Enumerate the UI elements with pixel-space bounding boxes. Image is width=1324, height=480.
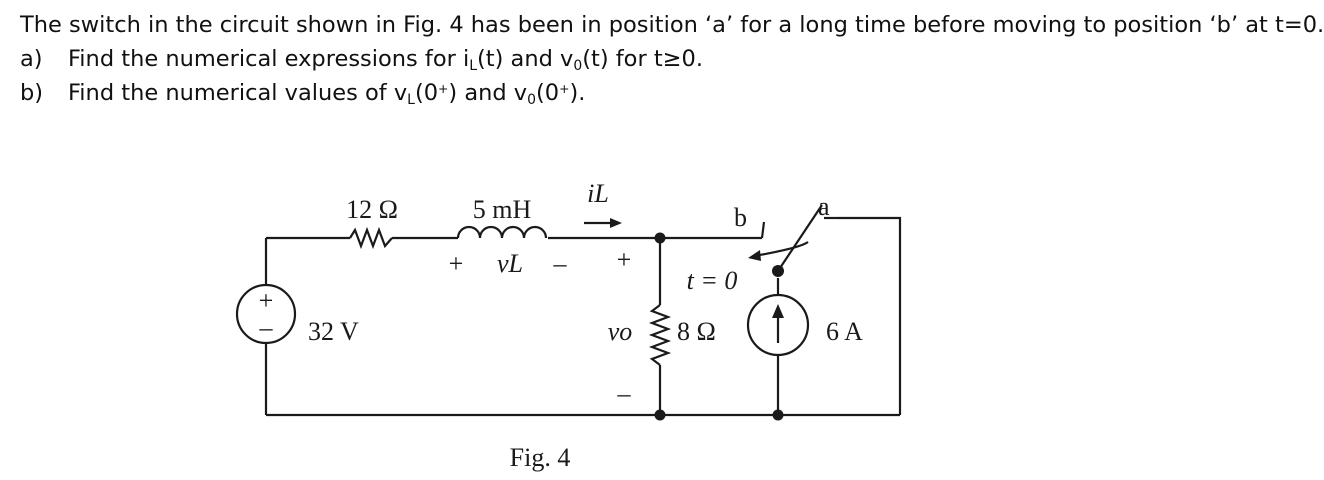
part-b-text-before: Find the numerical values of v <box>68 80 408 106</box>
part-a-mid: (t) and v <box>477 46 574 72</box>
part-a-il-sub: L <box>469 57 478 74</box>
switch-contact-b <box>762 222 764 238</box>
il-arrowhead <box>610 218 622 228</box>
vl-minus: – <box>553 249 567 278</box>
part-b-vl-sub: L <box>407 91 415 108</box>
part-a-text-after: (t) for t≥0. <box>582 46 703 72</box>
r2-label: 8 Ω <box>677 317 716 346</box>
switch-motion-arrowhead <box>748 250 761 261</box>
node-bottom-source <box>773 410 784 421</box>
source-plus: + <box>258 286 274 315</box>
part-b-vo-sub: 0 <box>527 91 536 108</box>
switch-a-label: a <box>818 192 830 221</box>
l-label: 5 mH <box>472 195 532 224</box>
source-label: 32 V <box>308 317 359 346</box>
node-bottom-vo <box>655 410 666 421</box>
current-source-arrow-head <box>772 304 784 318</box>
figure-caption: Fig. 4 <box>509 443 571 472</box>
inductor-icon <box>458 227 546 238</box>
switch-blade-icon <box>778 205 822 271</box>
part-a-vo-sub: 0 <box>573 57 583 74</box>
resistor-12-ohm-icon <box>350 230 392 246</box>
r1-label: 12 Ω <box>346 195 398 224</box>
vl-plus: + <box>448 249 464 278</box>
vl-label: vL <box>497 249 523 278</box>
vo-label: vo <box>607 317 633 346</box>
part-a-text-before: Find the numerical expressions for i <box>68 46 470 72</box>
node-top-vo <box>655 233 666 244</box>
problem-intro: The switch in the circuit shown in Fig. 4 has been in position ‘a’ for a long time before moving to position ‘b’ at t=0. <box>20 12 1324 38</box>
il-label: iL <box>587 179 609 208</box>
part-b-arg2: (0 <box>536 80 560 106</box>
part-b-sup2: + <box>559 82 570 97</box>
vo-plus: + <box>616 245 632 274</box>
part-b-mid: ) and v <box>448 80 528 106</box>
part-b-end: ). <box>569 80 586 106</box>
part-b-letter: b) <box>20 80 44 106</box>
source-minus: – <box>259 313 273 342</box>
resistor-8-ohm-icon <box>652 305 668 365</box>
part-b-sup1: + <box>438 82 449 97</box>
current-label: 6 A <box>826 317 863 346</box>
part-a-letter: a) <box>20 46 43 72</box>
switch-b-label: b <box>734 203 747 232</box>
switch-motion-arc-icon <box>754 242 808 256</box>
t-label: t = 0 <box>686 266 738 295</box>
vo-minus: – <box>617 379 631 408</box>
part-b-arg1: (0 <box>414 80 439 106</box>
